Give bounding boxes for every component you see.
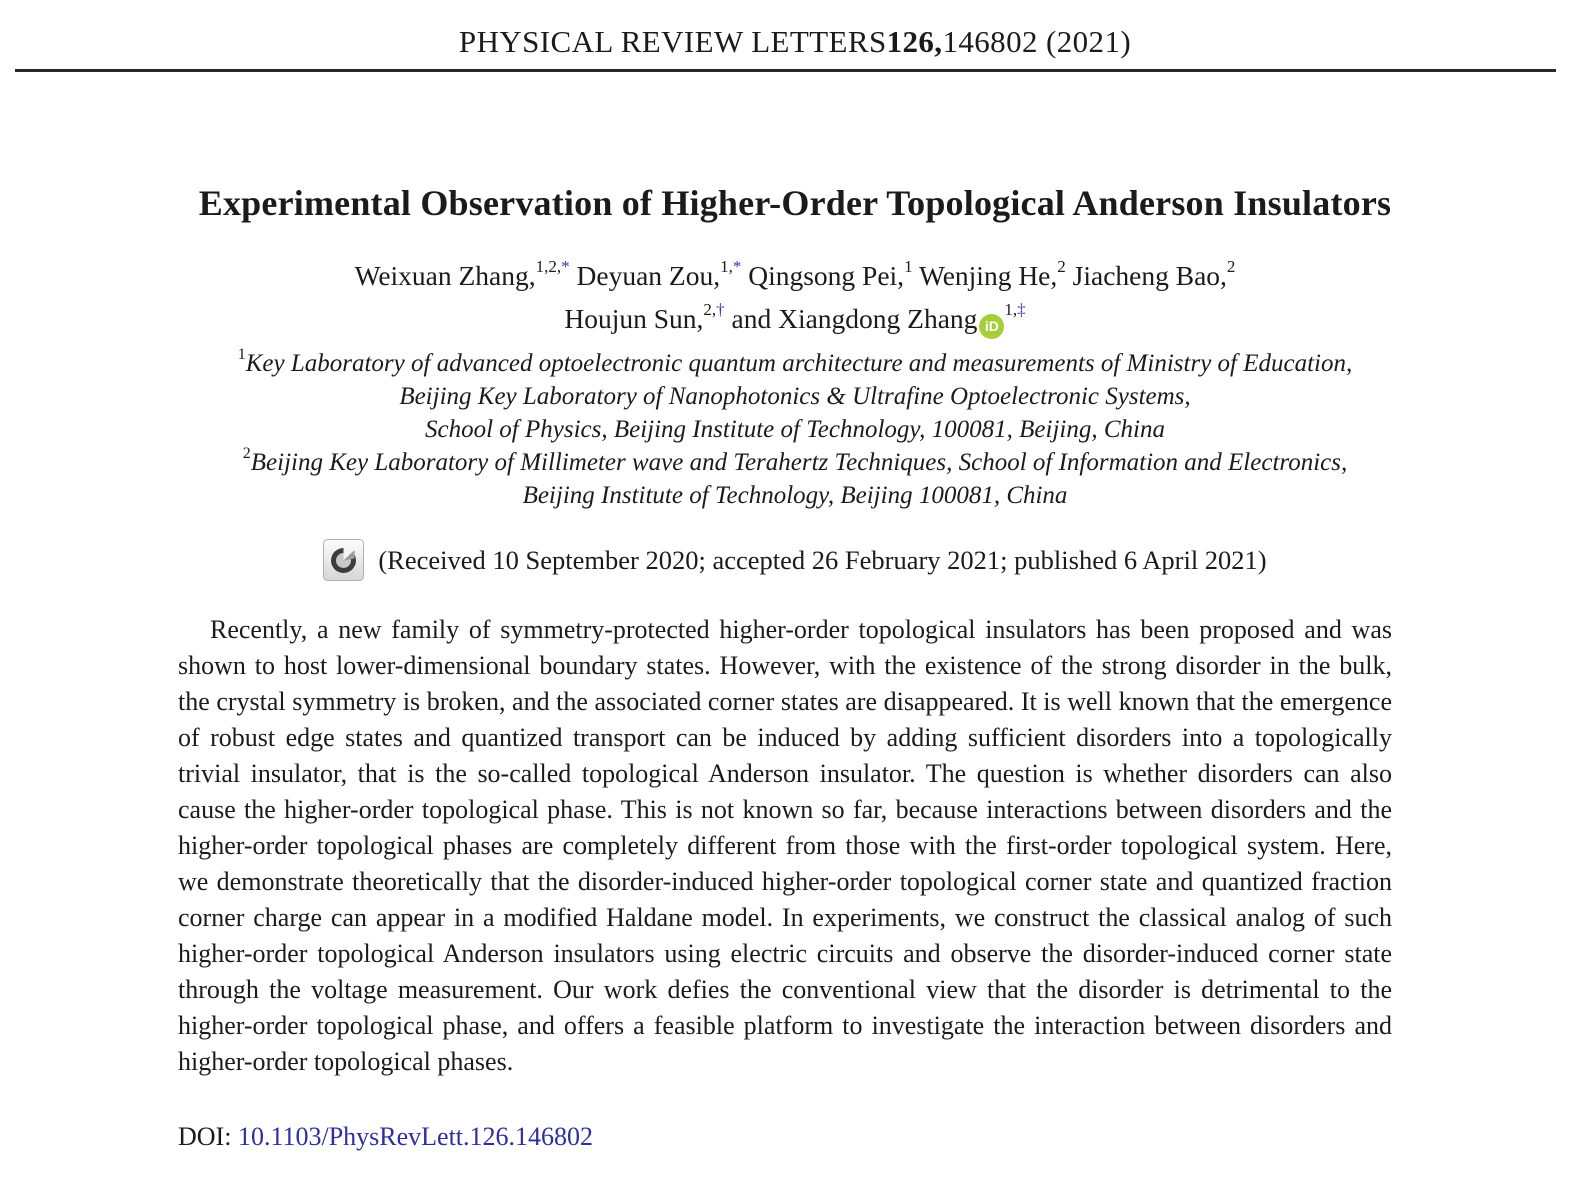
footnote-marker[interactable]: * bbox=[732, 257, 742, 277]
author: and Xiangdong Zhang $iD^{1,\ddagger}$ bbox=[732, 303, 1026, 334]
affil-marker: 2 bbox=[1057, 257, 1066, 277]
affil-number: 1 bbox=[237, 346, 246, 364]
abstract-text: Recently, a new family of symmetry-protected higher-order topological insulators has been proposed and was shown to host lower-dimensional boundary states. However, with the existence of the strong disorder in the bulk, the crystal symmetry is broken, and the associated corner states are disappeared. It is well known that the emergence of robust edge states and quantized transport can be induced by adding sufficient disorders into a topologically trivial insulator, that is the so-called topological Anderson insulator. The question is whether disorders can also cause the higher-order topological phase. This is not known so far, because interactions between disorders and the higher-order topological phases are completely different from those with the first-order topological system. Here, we demonstrate theoretically that the disorder-induced higher-order topological corner state and quantized fraction corner charge can appear in a modified Haldane model. In experiments, we construct the classical analog of such higher-order topological Anderson insulators using electric circuits and observe the disorder-induced corner state through the voltage measurement. Our work defies the conventional view that the disorder is detrimental to the higher-order topological phase, and offers a feasible platform to investigate the interaction between disorders and higher-order topological phases. bbox=[178, 615, 1392, 1076]
affiliation-line: Beijing Key Laboratory of Nanophotonics & Ultrafine Optoelectronic Systems, bbox=[399, 383, 1191, 410]
footnote-marker[interactable]: ‡ bbox=[1017, 300, 1026, 320]
author: Weixuan Zhang,$^{1,2,*}$ bbox=[354, 257, 570, 291]
author: Deyuan Zou,$^{1,*}$ bbox=[576, 257, 742, 291]
affil-marker: 1, bbox=[720, 257, 733, 277]
doi-label: DOI: bbox=[178, 1122, 232, 1151]
affiliation-line: Beijing Institute of Technology, Beijing 100081, China bbox=[522, 482, 1068, 509]
journal-header bbox=[0, 0, 1590, 60]
paper-title: Experimental Observation of Higher-Order Topological Anderson Insulators bbox=[198, 183, 1392, 223]
author: Wenjing He,$^2$ bbox=[918, 257, 1066, 291]
article-number: 146802 (2021) bbox=[942, 24, 1132, 59]
footnote-marker[interactable]: * bbox=[561, 257, 570, 277]
journal-name: PHYSICAL REVIEW LETTERS bbox=[458, 24, 887, 59]
footnote-marker[interactable]: † bbox=[716, 300, 725, 320]
affil-marker: 1,2, bbox=[535, 257, 562, 277]
author-list bbox=[0, 254, 1590, 340]
affil-marker: 2 bbox=[1226, 257, 1236, 277]
doi-row bbox=[178, 1122, 593, 1152]
affil-marker: 2, bbox=[703, 300, 717, 320]
affil-marker: 1 bbox=[904, 257, 913, 277]
crossmark-icon[interactable] bbox=[323, 539, 364, 581]
affil-marker: 1, bbox=[1004, 300, 1018, 320]
affiliation-line: $^2$Beijing Key Laboratory of Millimeter wave and Terahertz Techniques, School of Information and Electronics, bbox=[242, 445, 1348, 476]
received-dates: (Received 10 September 2020; accepted 26 February 2021; published 6 April 2021) bbox=[378, 544, 1267, 575]
received-row bbox=[0, 539, 1590, 581]
authors-line-2 bbox=[0, 297, 1590, 340]
affil-number: 2 bbox=[242, 445, 251, 463]
affiliation-line: $^1$Key Laboratory of advanced optoelectronic quantum architecture and measurements of Ministry of Education, bbox=[237, 346, 1353, 377]
author: Qingsong Pei,$^1$ bbox=[748, 257, 913, 291]
header-rule bbox=[15, 69, 1556, 72]
affiliations bbox=[0, 347, 1590, 512]
authors-line-1 bbox=[0, 254, 1590, 297]
doi-link[interactable]: 10.1103/PhysRevLett.126.146802 bbox=[237, 1122, 594, 1151]
journal-volume: 126, bbox=[886, 24, 943, 59]
orcid-icon[interactable]: iD bbox=[979, 314, 1004, 339]
author: Jiacheng Bao,$^2$ bbox=[1072, 257, 1236, 291]
affiliation-line: School of Physics, Beijing Institute of Technology, 100081, Beijing, China bbox=[425, 416, 1165, 443]
author: Houjun Sun,$^{2,\dagger}$ bbox=[564, 300, 725, 334]
